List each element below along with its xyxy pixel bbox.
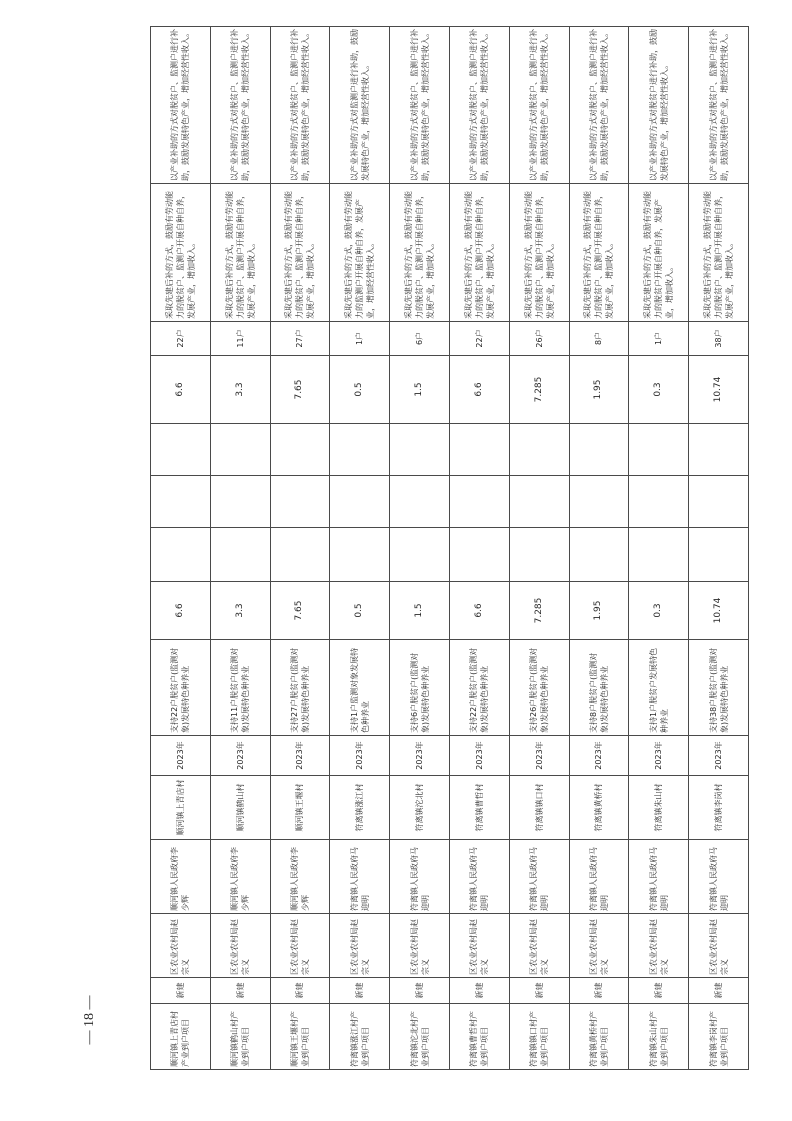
total-investment-cell: 1.5: [390, 582, 450, 640]
owner-unit-cell: 符离镇人民政府马迎明: [390, 840, 450, 914]
supervising-dept-cell: 区农业农村局赵宗义: [390, 914, 450, 978]
project-name-cell: 顺河镇上青店村产业到户项目: [151, 1004, 211, 1070]
owner-unit-cell: 符离镇人民政府马迎明: [449, 840, 509, 914]
performance-goal-cell: 以产业补助的方式对脱贫户、监测户进行补助，鼓励发展特色产业，增加经营性收入。: [151, 27, 211, 184]
project-name-cell: 符离镇沱北村产业到户项目: [390, 1004, 450, 1070]
empty-fund-cell-2: [629, 476, 689, 528]
construction-type-cell: 新建: [569, 978, 629, 1004]
page-number: [60, 990, 120, 1050]
allocated-fund-cell: 6.6: [449, 356, 509, 424]
table-row: [449, 27, 509, 1070]
benefit-mechanism-cell: 采取先建后补的方式，鼓励有劳动能力的脱贫户、监测户开展自种自养，发展产业，增加收入。: [151, 184, 211, 322]
beneficiary-households-cell: 26户: [509, 322, 569, 356]
construction-type-cell: 新建: [509, 978, 569, 1004]
empty-fund-cell-3: [210, 424, 270, 476]
empty-fund-cell-1: [629, 528, 689, 582]
supervising-dept-cell: 区农业农村局赵宗义: [569, 914, 629, 978]
table-row: [270, 27, 330, 1070]
project-name-cell: 符离镇曹哲村产业到户项目: [449, 1004, 509, 1070]
empty-fund-cell-1: [390, 528, 450, 582]
total-investment-cell: 6.6: [449, 582, 509, 640]
location-cell: 顺河镇上青店村: [151, 776, 211, 840]
owner-unit-cell: 符离镇人民政府马迎明: [689, 840, 749, 914]
allocated-fund-cell: 3.3: [210, 356, 270, 424]
year-cell: 2023年: [330, 736, 390, 776]
table-row: [210, 27, 270, 1070]
empty-fund-cell-1: [330, 528, 390, 582]
project-name-cell: 顺河镇鹤山村产业到户项目: [210, 1004, 270, 1070]
empty-fund-cell-2: [509, 476, 569, 528]
construction-type-cell: 新建: [210, 978, 270, 1004]
construction-content-cell: 支持1户脱贫户发展特色种养业: [629, 640, 689, 736]
performance-goal-cell: 以产业补助的方式对脱贫户、监测户进行补助，鼓励发展特色产业，增加经营性收入。: [689, 27, 749, 184]
table-row: [569, 27, 629, 1070]
construction-content-cell: 支持6户脱贫户(监测对象)发展特色种养业: [390, 640, 450, 736]
year-cell: 2023年: [509, 736, 569, 776]
construction-type-cell: 新建: [689, 978, 749, 1004]
empty-fund-cell-2: [390, 476, 450, 528]
table-row: [151, 27, 211, 1070]
table-row: [509, 27, 569, 1070]
empty-fund-cell-1: [270, 528, 330, 582]
performance-goal-cell: 以产业补助的方式对脱贫户、监测户进行补助，鼓励发展特色产业，增加经营性收入。: [270, 27, 330, 184]
location-cell: 符离镇镇口村: [509, 776, 569, 840]
beneficiary-households-cell: 22户: [151, 322, 211, 356]
total-investment-cell: 7.285: [509, 582, 569, 640]
empty-fund-cell-1: [151, 528, 211, 582]
project-name-cell: 符离镇黄桥村产业到户项目: [569, 1004, 629, 1070]
year-cell: 2023年: [629, 736, 689, 776]
table-row: [330, 27, 390, 1070]
construction-type-cell: 新建: [270, 978, 330, 1004]
supervising-dept-cell: 区农业农村局赵宗义: [509, 914, 569, 978]
benefit-mechanism-cell: 采取先建后补的方式，鼓励有劳动能力的脱贫户、监测户开展自种自养，发展产业，增加收入。: [449, 184, 509, 322]
owner-unit-cell: 符离镇人民政府马迎明: [569, 840, 629, 914]
empty-fund-cell-1: [509, 528, 569, 582]
benefit-mechanism-cell: 采取先建后补的方式，鼓励有劳动能力的脱贫户、监测户开展自种自养，发展产业，增加收入。: [390, 184, 450, 322]
empty-fund-cell-1: [449, 528, 509, 582]
empty-fund-cell-3: [390, 424, 450, 476]
location-cell: 符离镇李岗村: [689, 776, 749, 840]
owner-unit-cell: 符离镇人民政府马迎明: [629, 840, 689, 914]
year-cell: 2023年: [270, 736, 330, 776]
empty-fund-cell-3: [151, 424, 211, 476]
year-cell: 2023年: [151, 736, 211, 776]
year-cell: 2023年: [210, 736, 270, 776]
performance-goal-cell: 以产业补助的方式对脱贫户、监测户进行补助，鼓励发展特色产业，增加经营性收入。: [390, 27, 450, 184]
owner-unit-cell: 符离镇人民政府马迎明: [509, 840, 569, 914]
table-row: [629, 27, 689, 1070]
page-number-text: — 18 —: [82, 995, 97, 1045]
total-investment-cell: 0.5: [330, 582, 390, 640]
supervising-dept-cell: 区农业农村局赵宗义: [270, 914, 330, 978]
allocated-fund-cell: 0.3: [629, 356, 689, 424]
empty-fund-cell-1: [569, 528, 629, 582]
project-name-cell: 符离镇涨江村产业到户项目: [330, 1004, 390, 1070]
empty-fund-cell-3: [689, 424, 749, 476]
owner-unit-cell: 符离镇人民政府马迎明: [330, 840, 390, 914]
total-investment-cell: 7.65: [270, 582, 330, 640]
supervising-dept-cell: 区农业农村局赵宗义: [689, 914, 749, 978]
total-investment-cell: 6.6: [151, 582, 211, 640]
location-cell: 符离镇曹哲村: [449, 776, 509, 840]
beneficiary-households-cell: 22户: [449, 322, 509, 356]
table-row: [390, 27, 450, 1070]
beneficiary-households-cell: 1户: [629, 322, 689, 356]
construction-content-cell: 支持38户脱贫户(监测对象)发展特色种养业: [689, 640, 749, 736]
allocated-fund-cell: 1.5: [390, 356, 450, 424]
construction-content-cell: 支持26户脱贫户(监测对象)发展特色种养业: [509, 640, 569, 736]
empty-fund-cell-1: [210, 528, 270, 582]
allocated-fund-cell: 0.5: [330, 356, 390, 424]
year-cell: 2023年: [689, 736, 749, 776]
beneficiary-households-cell: 8户: [569, 322, 629, 356]
benefit-mechanism-cell: 采取先建后补的方式，鼓励有劳动能力的脱贫户、监测户开展自种自养，发展产业，增加收入。: [509, 184, 569, 322]
empty-fund-cell-3: [330, 424, 390, 476]
allocated-fund-cell: 10.74: [689, 356, 749, 424]
location-cell: 顺河镇鹤山村: [210, 776, 270, 840]
supervising-dept-cell: 区农业农村局赵宗义: [330, 914, 390, 978]
total-investment-cell: 0.3: [629, 582, 689, 640]
project-table: [150, 26, 749, 1070]
project-name-cell: 符离镇李岗村产业到户项目: [689, 1004, 749, 1070]
construction-content-cell: 支持8户脱贫户(监测对象)发展特色种养业: [569, 640, 629, 736]
benefit-mechanism-cell: 采取先建后补的方式，鼓励有劳动能力的脱贫户、监测户开展自种自养，发展产业，增加收入。: [569, 184, 629, 322]
empty-fund-cell-3: [270, 424, 330, 476]
construction-content-cell: 支持11户脱贫户(监测对象)发展特色种养业: [210, 640, 270, 736]
benefit-mechanism-cell: 采取先建后补的方式，鼓励有劳动能力的脱贫户、监测户开展自种自养，发展产业，增加收入。: [270, 184, 330, 322]
location-cell: 符离镇黄桥村: [569, 776, 629, 840]
construction-type-cell: 新建: [629, 978, 689, 1004]
empty-fund-cell-2: [330, 476, 390, 528]
construction-type-cell: 新建: [390, 978, 450, 1004]
location-cell: 符离镇涨江村: [330, 776, 390, 840]
allocated-fund-cell: 6.6: [151, 356, 211, 424]
beneficiary-households-cell: 11户: [210, 322, 270, 356]
performance-goal-cell: 以产业补助的方式对脱贫户、监测户进行补助，鼓励发展特色产业，增加经营性收入。: [509, 27, 569, 184]
supervising-dept-cell: 区农业农村局赵宗义: [151, 914, 211, 978]
performance-goal-cell: 以产业补助的方式对脱贫户、监测户进行补助，鼓励发展特色产业，增加经营性收入。: [210, 27, 270, 184]
allocated-fund-cell: 7.285: [509, 356, 569, 424]
empty-fund-cell-3: [569, 424, 629, 476]
supervising-dept-cell: 区农业农村局赵宗义: [629, 914, 689, 978]
empty-fund-cell-2: [449, 476, 509, 528]
construction-content-cell: 支持27户脱贫户(监测对象)发展特色种养业: [270, 640, 330, 736]
construction-content-cell: 支持22户脱贫户(监测对象)发展特色种养业: [151, 640, 211, 736]
empty-fund-cell-1: [689, 528, 749, 582]
empty-fund-cell-2: [569, 476, 629, 528]
construction-type-cell: 新建: [330, 978, 390, 1004]
benefit-mechanism-cell: 采取先建后补的方式，鼓励有劳动能力的监测户开展自种自养，发展产业，增加经营性收入。: [330, 184, 390, 322]
rotated-table-wrapper: [150, 29, 749, 1070]
year-cell: 2023年: [390, 736, 450, 776]
total-investment-cell: 1.95: [569, 582, 629, 640]
project-name-cell: 符离镇朱山村产业到户项目: [629, 1004, 689, 1070]
allocated-fund-cell: 1.95: [569, 356, 629, 424]
empty-fund-cell-3: [449, 424, 509, 476]
owner-unit-cell: 顺河镇人民政府李少辉: [270, 840, 330, 914]
benefit-mechanism-cell: 采取先建后补的方式，鼓励有劳动能力的脱贫户、监测户开展自种自养，发展产业，增加收入。: [210, 184, 270, 322]
owner-unit-cell: 顺河镇人民政府李少辉: [210, 840, 270, 914]
performance-goal-cell: 以产业补助的方式对脱贫户进行补助，鼓励发展特色产业，增加经营性收入。: [629, 27, 689, 184]
total-investment-cell: 10.74: [689, 582, 749, 640]
beneficiary-households-cell: 27户: [270, 322, 330, 356]
year-cell: 2023年: [449, 736, 509, 776]
project-name-cell: 符离镇镇口村产业到户项目: [509, 1004, 569, 1070]
location-cell: 符离镇朱山村: [629, 776, 689, 840]
beneficiary-households-cell: 6户: [390, 322, 450, 356]
beneficiary-households-cell: 1户: [330, 322, 390, 356]
performance-goal-cell: 以产业补助的方式对脱贫户、监测户进行补助，鼓励发展特色产业，增加经营性收入。: [449, 27, 509, 184]
construction-content-cell: 支持22户脱贫户(监测对象)发展特色种养业: [449, 640, 509, 736]
beneficiary-households-cell: 38户: [689, 322, 749, 356]
allocated-fund-cell: 7.65: [270, 356, 330, 424]
year-cell: 2023年: [569, 736, 629, 776]
empty-fund-cell-2: [689, 476, 749, 528]
performance-goal-cell: 以产业补助的方式对监测户进行补助，鼓励发展特色产业，增加经营性收入。: [330, 27, 390, 184]
construction-type-cell: 新建: [449, 978, 509, 1004]
empty-fund-cell-2: [151, 476, 211, 528]
table-row: [689, 27, 749, 1070]
supervising-dept-cell: 区农业农村局赵宗义: [449, 914, 509, 978]
owner-unit-cell: 顺河镇人民政府李少辉: [151, 840, 211, 914]
construction-type-cell: 新建: [151, 978, 211, 1004]
benefit-mechanism-cell: 采取先建后补的方式，鼓励有劳动能力的脱贫户开展自种自养，发展产业，增加收入。: [629, 184, 689, 322]
project-name-cell: 顺河镇王堰村产业到户项目: [270, 1004, 330, 1070]
supervising-dept-cell: 区农业农村局赵宗义: [210, 914, 270, 978]
empty-fund-cell-2: [210, 476, 270, 528]
location-cell: 顺河镇王堰村: [270, 776, 330, 840]
empty-fund-cell-2: [270, 476, 330, 528]
location-cell: 符离镇沱北村: [390, 776, 450, 840]
total-investment-cell: 3.3: [210, 582, 270, 640]
performance-goal-cell: 以产业补助的方式对脱贫户、监测户进行补助，鼓励发展特色产业，增加经营性收入。: [569, 27, 629, 184]
benefit-mechanism-cell: 采取先建后补的方式，鼓励有劳动能力的脱贫户、监测户开展自种自养，发展产业，增加收入。: [689, 184, 749, 322]
construction-content-cell: 支持1户监测对象发展特色种养业: [330, 640, 390, 736]
empty-fund-cell-3: [509, 424, 569, 476]
empty-fund-cell-3: [629, 424, 689, 476]
